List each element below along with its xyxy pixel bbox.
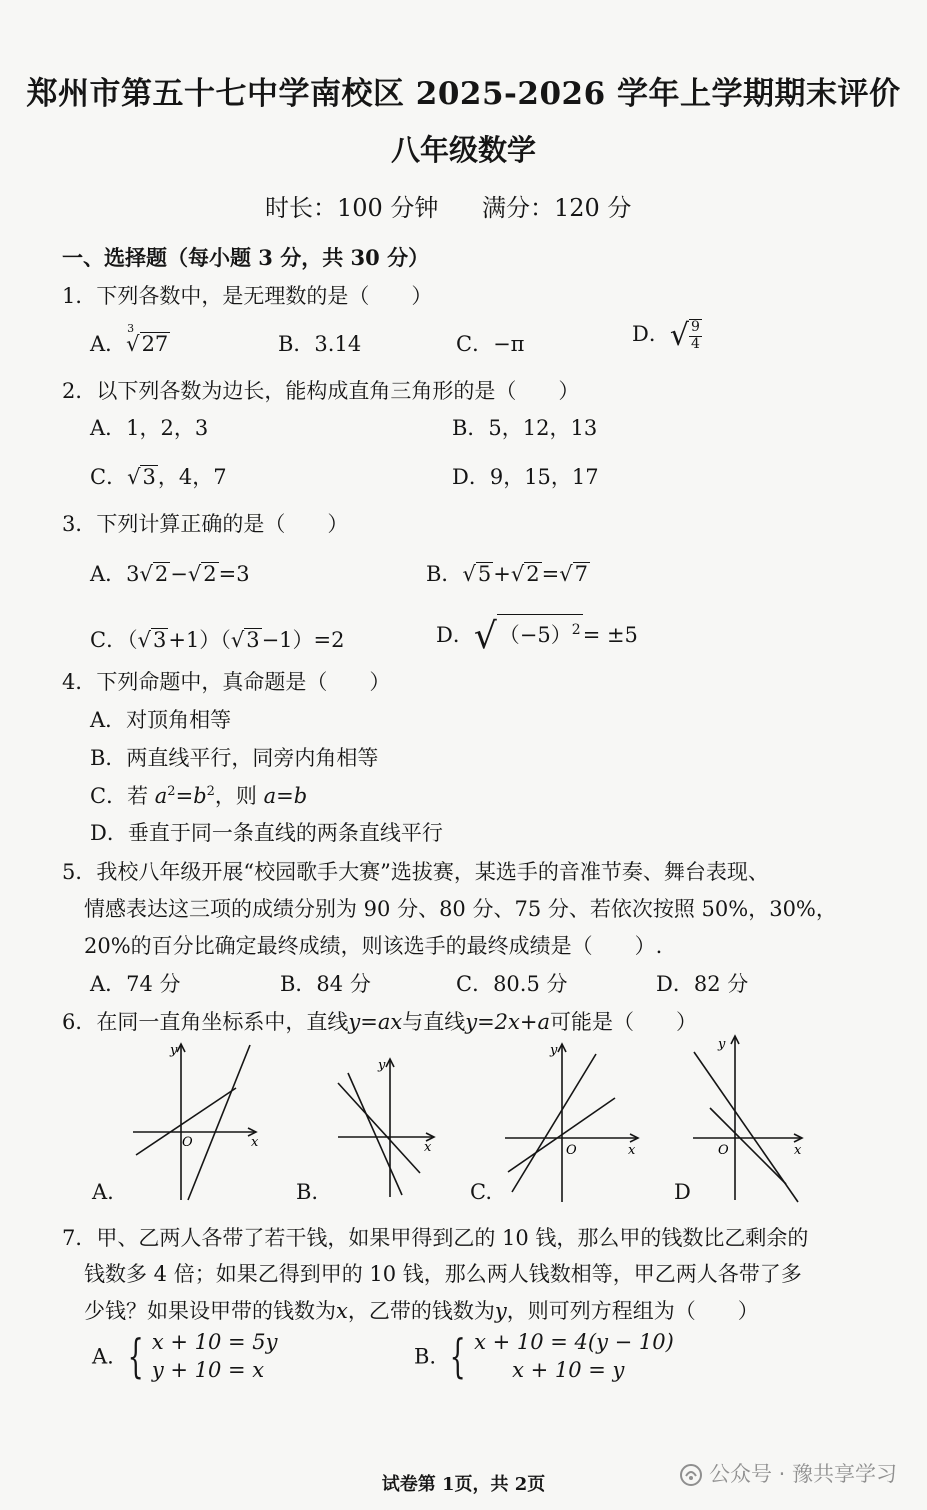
x-axis-label: x — [628, 1143, 636, 1158]
graph-b-line-1 — [338, 1083, 420, 1173]
q7-var-x: x — [336, 1299, 348, 1323]
question-2-stem: 2．以下列各数为边长，能构成直角三角形的是（ ） — [62, 379, 580, 403]
x-axis-label: x — [424, 1140, 432, 1155]
question-5-line-1: 5．我校八年级开展“校园歌手大赛”选拔赛，某选手的音准节奏、舞台表现、 — [62, 860, 769, 884]
q4-option-c-var-b2: b — [293, 784, 308, 808]
q7-option-b-eq-1: x + 10 = 4(y − 10) — [474, 1330, 674, 1354]
y-axis-label: y — [170, 1043, 178, 1058]
graph-a-line-1 — [188, 1045, 250, 1200]
q2-option-c-label: C． — [90, 465, 128, 489]
wechat-channel-icon — [679, 1463, 703, 1487]
graph-b-line-2 — [348, 1073, 402, 1195]
q4-option-c-equals-2: = — [276, 784, 294, 808]
q6-stem-end: 可能是（ ） — [549, 1010, 697, 1034]
q5-option-a: A．74 分 — [90, 972, 181, 996]
q6-stem-middle: 与直线 — [402, 1010, 466, 1034]
q2-option-d: D．9，15，17 — [452, 465, 599, 489]
q1-option-a: A． 3 √27 — [90, 322, 169, 356]
q3-option-a-result: =3 — [218, 562, 250, 586]
q7-option-b-eq-2: x + 10 = y — [512, 1358, 625, 1383]
q1-option-d-label: D． — [632, 322, 670, 346]
question-7-line-1: 7．甲、乙两人各带了若干钱，如果甲得到乙的 10 钱，那么甲的钱数比乙剩余的 — [62, 1226, 809, 1250]
q1-option-a-index: 3 — [127, 322, 135, 335]
y-axis-label: y — [718, 1037, 726, 1052]
q3-option-c: C．（√3+1）（√3−1）=2 — [90, 628, 345, 652]
graph-c-line-1 — [512, 1054, 596, 1192]
q3-option-d-result: = ±5 — [582, 623, 638, 647]
q6-graph-c — [500, 1040, 645, 1205]
question-4-stem: 4．下列命题中，真命题是（ ） — [62, 670, 391, 694]
q7-line-3-middle: ，乙带的钱数为 — [347, 1299, 495, 1323]
q6-stem-prefix: 6．在同一直角坐标系中，直线 — [62, 1010, 349, 1034]
q6-graph-a — [128, 1040, 268, 1205]
q1-option-b: B．3.14 — [278, 332, 362, 356]
question-7-line-2: 钱数多 4 倍；如果乙得到甲的 10 钱，那么两人钱数相等，甲乙两人各带了多 — [84, 1262, 802, 1286]
question-6-stem — [62, 1006, 697, 1036]
q4-option-c-exponent-2: 2 — [206, 784, 215, 799]
q4-option-a: A．对顶角相等 — [90, 708, 232, 732]
question-1-stem: 1．下列各数中，是无理数的是（ ） — [62, 284, 433, 308]
origin-label: O — [718, 1143, 729, 1158]
q7-option-b — [414, 1328, 674, 1385]
q7-option-a-eq-2: y + 10 = x — [151, 1358, 265, 1383]
q4-option-c-then: ，则 — [214, 784, 257, 808]
question-7-line-3 — [84, 1295, 759, 1325]
q3-option-d-label: D． — [436, 623, 474, 647]
q4-option-c-exponent-1: 2 — [167, 784, 176, 799]
q4-option-c-prefix: C．若 — [90, 784, 149, 808]
q1-option-c: C．−π — [456, 332, 525, 356]
watermark — [679, 1458, 897, 1488]
q1-option-d-denominator: 4 — [690, 335, 700, 352]
question-3-stem: 3．下列计算正确的是（ ） — [62, 512, 349, 536]
q3-option-b-label: B． — [426, 562, 463, 586]
q7-line-3-end: ，则可列方程组为（ ） — [506, 1299, 759, 1323]
q6-graph-b — [330, 1055, 440, 1200]
q4-option-b: B．两直线平行，同旁内角相等 — [90, 746, 379, 770]
q7-var-y: y — [494, 1299, 507, 1323]
q4-option-c-var-a: a — [154, 784, 168, 808]
brace-icon: { — [449, 1329, 466, 1384]
exam-full-score: 满分：120 分 — [482, 194, 632, 222]
exam-subtitle: 八年级数学 — [390, 133, 536, 167]
q3-option-d-radicand: （−5） — [498, 623, 572, 647]
x-axis-label: x — [794, 1143, 802, 1158]
origin-label: O — [566, 1143, 577, 1158]
q3-option-b: B．√5+√2=√7 — [426, 562, 588, 586]
q3-option-b-radicand-1: 5 — [477, 562, 492, 586]
q2-option-c-rest: ，4，7 — [157, 465, 227, 489]
origin-label: O — [182, 1135, 193, 1150]
q6-option-d-label: D — [674, 1180, 691, 1204]
q2-option-b: B．5，12，13 — [452, 416, 598, 440]
q5-option-d: D．82 分 — [656, 972, 749, 996]
exam-title: 郑州市第五十七中学南校区 2025-2026 学年上学期期末评价 — [26, 76, 901, 112]
q4-option-c-var-a2: a — [263, 784, 277, 808]
q5-option-b: B．84 分 — [280, 972, 371, 996]
q4-option-c — [90, 780, 307, 810]
q3-option-c-result: −1）=2 — [261, 628, 345, 652]
q6-equation-1: y=ax — [348, 1010, 403, 1034]
q3-option-c-label: C．（ — [90, 628, 138, 652]
q3-option-a-radicand-1: 2 — [154, 562, 169, 586]
y-axis-label: y — [378, 1058, 386, 1073]
q7-option-a-eq-1: x + 10 = 5y — [151, 1330, 278, 1354]
q2-option-c: C．√3，4，7 — [90, 465, 227, 489]
q3-option-b-radicand-2: 2 — [526, 562, 540, 586]
q3-option-a-radicand-2: 2 — [203, 562, 217, 586]
q3-option-b-radicand-3: 7 — [574, 562, 588, 586]
q3-option-a: A．3√2−√2=3 — [90, 562, 250, 586]
q2-option-a: A．1，2，3 — [90, 416, 209, 440]
q1-option-a-radicand: 27 — [141, 332, 169, 356]
q7-line-3-prefix: 少钱？如果设甲带的钱数为 — [84, 1299, 336, 1323]
q6-option-a-label: A. — [92, 1180, 114, 1204]
q7-option-b-label: B. — [414, 1344, 437, 1369]
q3-option-c-radicand-2: 3 — [246, 628, 260, 652]
brace-icon: { — [127, 1329, 144, 1384]
q3-option-a-minus: − — [170, 562, 188, 586]
q3-option-b-equals: = — [541, 562, 560, 586]
q1-option-d-numerator: 9 — [690, 319, 700, 336]
q6-graph-d — [688, 1032, 808, 1204]
q3-option-b-plus: + — [493, 562, 511, 586]
page-footer: 试卷第 1页，共 2页 — [381, 1474, 546, 1495]
q6-equation-2: y=2x+a — [465, 1010, 550, 1034]
question-5-line-2: 情感表达这三项的成绩分别为 90 分、80 分、75 分、若依次按照 50%，30%， — [84, 897, 837, 921]
q1-option-a-label: A． — [90, 332, 127, 356]
q3-option-d-exponent: 2 — [571, 622, 581, 638]
question-5-line-3: 20%的百分比确定最终成绩，则该选手的最终成绩是（ ）. — [84, 934, 663, 958]
x-axis-label: x — [251, 1135, 259, 1150]
q4-option-c-equals: = — [175, 784, 194, 808]
q3-option-c-radicand-1: 3 — [152, 628, 167, 652]
q3-option-d: D．$√(-5)^2= \pm 5$ — [436, 616, 638, 657]
q6-option-b-label: B. — [296, 1180, 319, 1204]
y-axis-label: y — [550, 1043, 558, 1058]
q2-option-c-radicand: 3 — [142, 465, 156, 489]
q6-option-c-label: C. — [470, 1180, 492, 1204]
section-title: 一、选择题（每小题 3 分，共 30 分） — [62, 245, 430, 270]
q5-option-c: C．80.5 分 — [456, 972, 568, 996]
exam-duration: 时长：100 分钟 — [265, 194, 439, 222]
q1-option-d: D．√ $\frac{9}{4}$ — [632, 318, 700, 353]
q7-option-a — [92, 1328, 278, 1385]
q4-option-c-var-b: b — [193, 784, 207, 808]
watermark-text: 公众号 · 豫共享学习 — [708, 1462, 897, 1486]
q4-option-d: D．垂直于同一条直线的两条直线平行 — [90, 821, 443, 845]
q3-option-a-label: A．3 — [90, 562, 140, 586]
q3-option-c-middle: +1）（ — [168, 628, 231, 652]
q7-option-a-label: A. — [92, 1344, 114, 1369]
